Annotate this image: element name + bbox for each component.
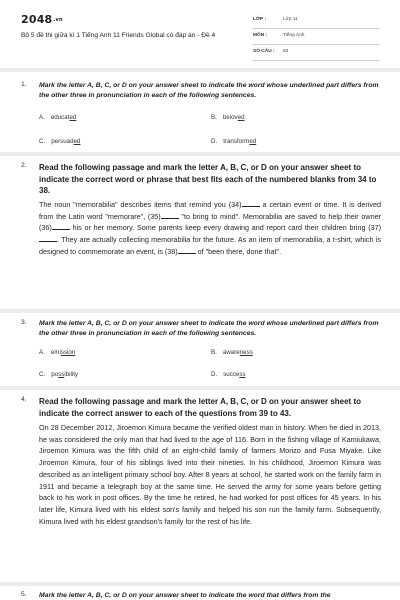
logo-text: 2048 [21, 13, 53, 26]
option-label: B. [211, 349, 217, 356]
meta-key: LỚP : [253, 17, 267, 22]
option-a[interactable] [39, 349, 75, 356]
passage-segment: his or her memory. Some parents keep every drawing and report card their children bring (37) [69, 223, 381, 233]
underlined-part: ness [239, 349, 253, 356]
option-text: transform [223, 138, 250, 145]
document-meta [253, 16, 379, 64]
question-divider [0, 386, 400, 390]
option-label: A. [39, 349, 45, 356]
question-number: 1. [21, 81, 27, 88]
option-d[interactable] [211, 371, 246, 378]
blank-35[interactable] [161, 212, 179, 219]
question-divider [0, 309, 400, 313]
meta-key: SỐ CÂU : [253, 49, 275, 54]
question-stem: Read the following passage and mark the letter A, B, C, or D on your answer sheet to indicate the correct answer to each of the questions from 39 to 43. [39, 397, 361, 418]
option-label: D. [211, 138, 218, 145]
blank-34[interactable] [242, 200, 260, 207]
option-text: emi [50, 349, 61, 356]
document-header [0, 0, 400, 66]
option-label: D. [211, 371, 218, 378]
question-number: 5. [21, 591, 27, 598]
blank-37[interactable] [39, 235, 57, 242]
passage-segment: of "been there, done that". [195, 246, 282, 256]
cloze-passage [39, 199, 381, 258]
option-label: A. [39, 114, 45, 121]
option-text: po [51, 371, 59, 378]
reading-passage: On 28 December 2012, Jiroemon Kimura became the verified oldest man in history. When he died in 2013, he was considered the only man that had lived to the age of 116. Born in the fishing village of Kamiukawa, Jiroemon Kimura was the fifth child of an eight-child family of farmers Morizo and Fusa Miyake. Like Jiroemon Kimura, four of his siblings lived into their nineties. In his childhood, Jiroemon Kimura was described as an intelligent primary school boy. After 8 years at school, he started work on the family farm in 1911 and became a telegraph boy at the same time. He served the army for some years before getting back to his work in post offices. By the time he retired, he had worked for post offices for 45 years. In his later life, Kimura lived with his eldest son's family and helped his son run the family farm. Subsequently, Kimura lived with his eldest grandson's family for the rest of his life. [39, 423, 381, 526]
blank-36[interactable] [52, 223, 70, 230]
option-text: aware [222, 349, 240, 356]
underlined-part: ss [58, 371, 65, 378]
underlined-part: ed [237, 114, 245, 121]
question-stem: Mark the letter A, B, C, or D on your answer sheet to indicate the word that differs from the [39, 592, 331, 599]
option-label: B. [211, 114, 217, 121]
option-a[interactable] [39, 114, 76, 121]
passage-segment: "to bring to mind". Memorabilia are saved to help their owner (36) [39, 211, 381, 233]
meta-row-count [253, 48, 379, 61]
header-divider [0, 68, 400, 72]
question-stem: Mark the letter A, B, C, or D on your answer sheet to indicate the word whose underlined part differs from the other three in pronunciation in each of the following sentences. [39, 82, 379, 99]
question-number: 4. [21, 396, 27, 403]
underlined-part: ed [69, 114, 77, 121]
question-divider [0, 152, 400, 156]
document-title: Bộ 5 đề thi giữa kì 1 Tiếng Anh 11 Friends Global có đáp án - Đề 4 [21, 32, 216, 39]
passage-segment: a certain event or time. It is derived from the Latin word "memorare", (35) [39, 200, 381, 221]
option-b[interactable] [211, 114, 245, 121]
passage-segment: . They are actually collecting memorabilia for the future. As an item of memorabilia, a t-shirt, which is designed to commemorate an event, is (38) [39, 235, 381, 256]
underlined-part: ss [239, 371, 246, 378]
question-stem: Mark the letter A, B, C, or D on your answer sheet to indicate the word whose underlined part differs from the other three in pronunciation in each of the following sentences. [39, 320, 379, 337]
option-text: belov [222, 114, 238, 121]
question-number: 2. [21, 162, 27, 169]
option-c[interactable] [39, 138, 80, 145]
option-c[interactable] [39, 371, 78, 378]
meta-value: Tiếng Anh [283, 33, 305, 38]
meta-row-class [253, 16, 379, 29]
passage-segment: The noun "memorabilia" describes items that remind you (34) [39, 200, 242, 209]
blank-38[interactable] [178, 247, 196, 254]
meta-row-subject [253, 32, 379, 45]
option-text-rest: ibility [64, 371, 79, 378]
option-label: C. [39, 138, 46, 145]
option-b[interactable] [211, 349, 253, 356]
site-logo[interactable] [21, 13, 63, 26]
question-number: 3. [21, 319, 27, 326]
meta-key: MÔN : [253, 33, 268, 38]
logo-suffix: .vn [53, 17, 63, 23]
question-divider [0, 582, 400, 586]
option-text: succe [223, 371, 240, 378]
question-stem: Read the following passage and mark the letter A, B, C, or D on your answer sheet to indicate the correct word or phrase that best fits each of the numbered blanks from 34 to 38. [39, 163, 377, 195]
underlined-part: ed [249, 138, 257, 145]
option-text: persuad [51, 138, 74, 145]
option-d[interactable] [211, 138, 256, 145]
underlined-part: ssion [60, 349, 76, 356]
meta-value: 53 [283, 49, 289, 54]
meta-value: Lớp 11 [283, 17, 298, 22]
option-label: C. [39, 371, 46, 378]
underlined-part: ed [73, 138, 81, 145]
option-text: educat [50, 114, 70, 121]
